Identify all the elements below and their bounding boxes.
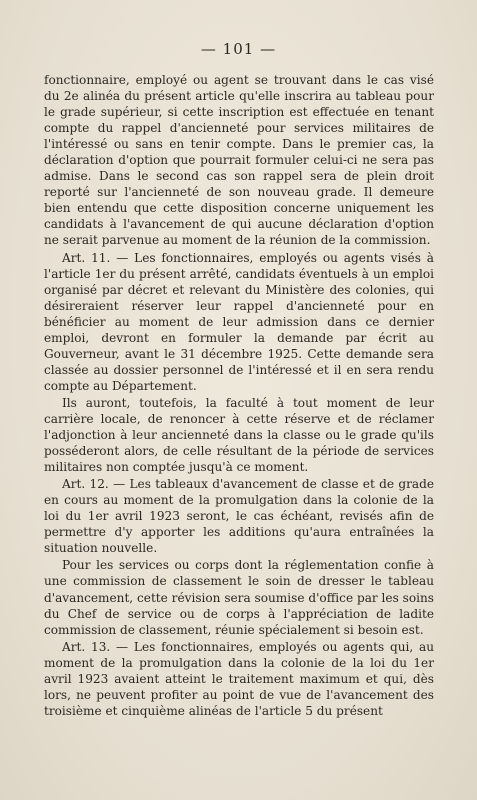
paragraph-article-11: Art. 11. — Les fonctionnaires, employés ou agents visés à l'article 1er du présent arrêté, candidats éventuels à un emploi organisé par décret et relevant du Ministère des colonies, qui désireraient réserver leur rappel d'ancienneté pour en bénéficier au moment de leur admission dans ce dernier emploi, devront en formuler la demande par écrit au Gouverneur, avant le 31 décembre 1925. Cette demande sera classée au dossier personnel de l'intéressé et il en sera rendu compte au Département. [44,250,434,393]
paragraph-continuation: fonctionnaire, employé ou agent se trouvant dans le cas visé du 2e alinéa du présent article qu'elle inscrira au tableau pour le grade supérieur, si cette inscription est effectuée en tenant compte du rappel d'ancienneté pour services militaires de l'intéressé ou sans en tenir compte. Dans le premier cas, la déclaration d'option que pourrait formuler celui-ci ne sera pas admise. Dans le second cas son rappel sera de plein droit reporté sur l'ancienneté de son nouveau grade. Il demeure bien entendu que cette disposition concerne uniquement les candidats à l'avancement de qui aucune déclaration d'option ne serait parvenue au moment de la réunion de la commission. [44,73,434,248]
paragraph-article-11-continued: Ils auront, toutefois, la faculté à tout moment de leur carrière locale, de renoncer à cette réserve et de réclamer l'adjonction à leur ancienneté dans la classe ou le grade qu'ils posséderont alors, de celle résultant de la période de services militaires non comptée jusqu'à ce moment. [44,395,434,475]
page-number-header: — 101 — [200,40,277,58]
paragraph-article-12: Art. 12. — Les tableaux d'avancement de classe et de grade en cours au moment de la promulgation dans la colonie de la loi du 1er avril 1923 seront, le cas échéant, revisés afin de permettre d'y apporter les additions qu'aura entraînées la situation nouvelle. [44,477,434,556]
paragraph-article-13: Art. 13. — Les fonctionnaires, employés ou agents qui, au moment de la promulgation dans la colonie de la loi du 1er avril 1923 avaient atteint le traitement maximum et qui, dès lors, ne peuvent profiter au point de vue de l'avancement des troisième et cinquième alinéas de l'article 5 du présent [44,639,434,718]
paragraph-article-12-continued: Pour les services ou corps dont la réglementation confie à une commission de classement le soin de dresser le tableau d'avancement, cette révision sera soumise d'office par les soins du Chef de service ou de corps à l'appréciation de ladite commission de classement, réunie spécialement si besoin est. [44,558,434,637]
document-body [44,72,434,719]
